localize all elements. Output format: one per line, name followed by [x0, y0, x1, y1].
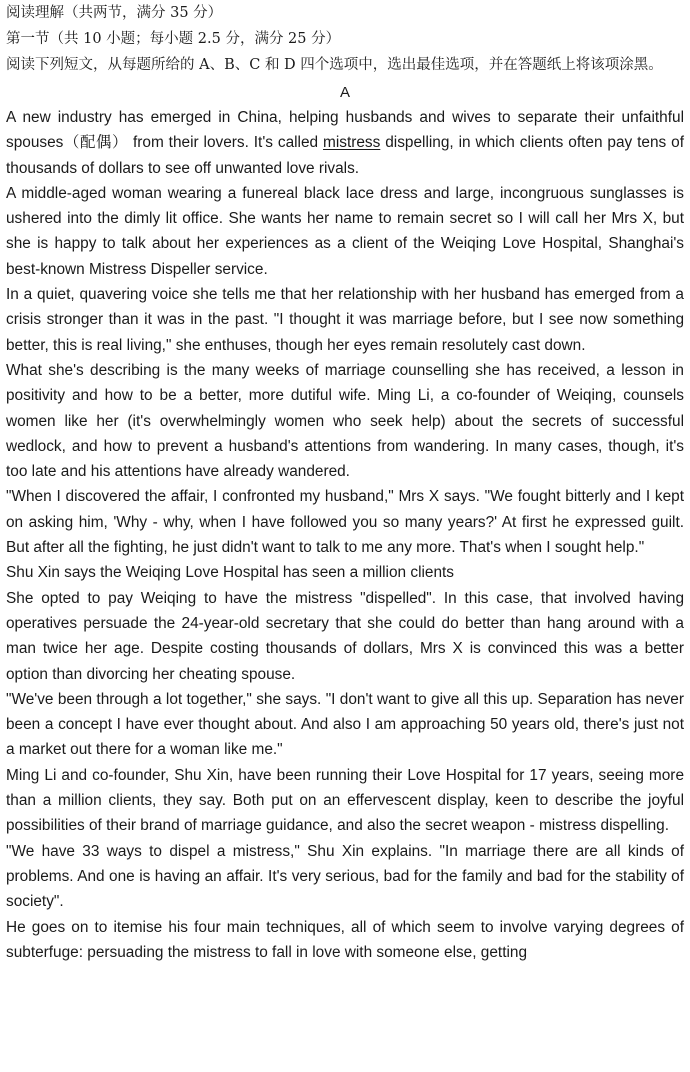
- passage-label: A: [339, 84, 350, 101]
- passage-paragraph-1: [6, 105, 684, 181]
- passage-caption-line: Shu Xin says the Weiqing Love Hospital has seen a million clients: [6, 564, 454, 582]
- passage-paragraph-6: She opted to pay Weiqing to have the mistress "dispelled". In this case, that involved having operatives persuade the 24-year-old secretary that she could do better than hang around with a man twice her age. Despite costing thousands of dollars, Mrs X is convinced this was a better option than divorcing her cheating spouse.: [6, 589, 684, 683]
- underlined-word: mistress: [323, 134, 381, 152]
- passage-paragraph-9: "We have 33 ways to dispel a mistress," Shu Xin explains. "In marriage there are all kinds of problems. And one is having an affair. It's very serious, bad for the family and bad for the stability of society".: [6, 842, 684, 911]
- passage-paragraph-7: "We've been through a lot together," she says. "I don't want to give all this up. Separation has never been a concept I have ever thought about. And also I am approaching 50 years old, there's just not a market out there for a woman like me.": [6, 690, 684, 759]
- section-title: 阅读理解（共两节，满分 35 分）: [6, 5, 223, 21]
- passage-paragraph-4: What she's describing is the many weeks of marriage counselling she has received, a lesson in positivity and how to be a better, more dutiful wife. Ming Li, a co-founder of Weiqing, counsels women like her (it's overwhelmingly women who seek help) about the secrets of successful wedlock, and how to prevent a husband's attentions from wandering. In many cases, though, it's too late and his attentions have already wandered.: [6, 361, 684, 481]
- passage-paragraph-10: He goes on to itemise his four main techniques, all of which seem to involve varying degrees of subterfuge: persuading the mistress to fall in love with someone else, getting: [6, 918, 684, 961]
- passage-body: [0, 105, 684, 965]
- passage-paragraph-2: A middle-aged woman wearing a funereal black lace dress and large, incongruous sunglasses is ushered into the dimly lit office. She wants her name to remain secret so I will call her Mrs X, but she is happy to talk about her experiences as a client of the Weiqing Love Hospital, Shanghai's best-known Mistress Dispeller service.: [6, 184, 684, 278]
- passage-paragraph-8: Ming Li and co-founder, Shu Xin, have been running their Love Hospital for 17 years, seeing more than a million clients, they say. Both put on an effervescent display, keen to describe the joyful possibilities of their brand of marriage guidance, and also the secret weapon - mistress dispelling.: [6, 766, 684, 835]
- instruction-text: 阅读下列短文，从每题所给的 A、B、C 和 D 四个选项中，选出最佳选项，并在答题纸上将该项涂黑。: [6, 57, 663, 73]
- passage-paragraph-5: "When I discovered the affair, I confronted my husband," Mrs X says. "We fought bitterly and I kept on asking him, 'Why - why, when I have followed you so many years?' At first he expressed guilt. But after all the fighting, he just didn't want to talk to me any more. That's when I sought help.": [6, 488, 684, 557]
- part-title: 第一节（共 10 小题；每小题 2.5 分，满分 25 分）: [6, 31, 341, 47]
- passage-paragraph-3: In a quiet, quavering voice she tells me that her relationship with her husband has emerged from a crisis stronger than it was in the past. "I thought it was marriage before, but I see now something better, this is real living," she enthuses, though her eyes remain resolutely cast down.: [6, 286, 684, 354]
- p1-text-before: A new industry has emerged in China, helping husbands and wives to separate their unfaithful spouses（配偶） from their lovers. It's called: [6, 109, 684, 152]
- p1-text-after: dispelling, in which clients often pay tens of thousands of dollars to see off unwanted love rivals.: [6, 134, 684, 177]
